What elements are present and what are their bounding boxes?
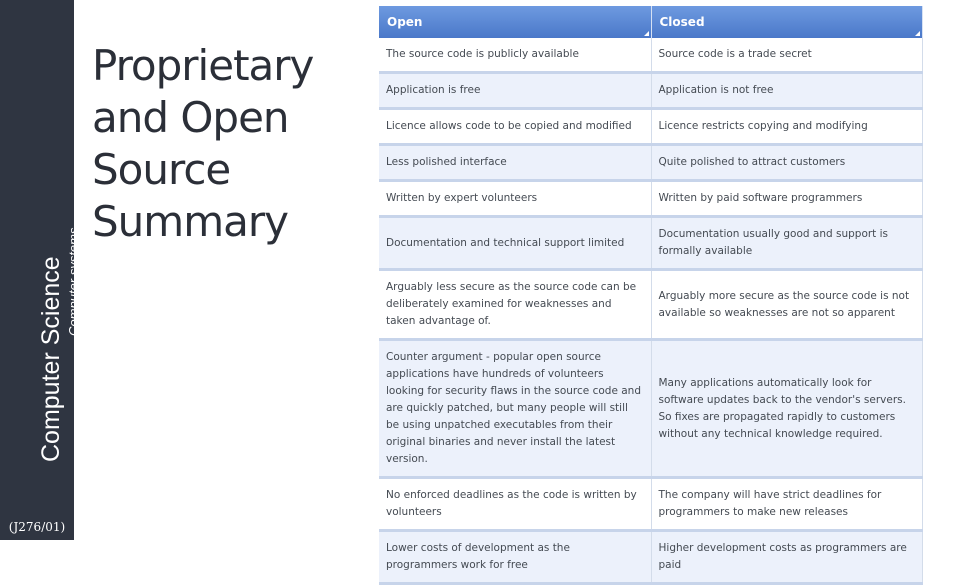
subject-label: Computer Science: [37, 256, 65, 462]
table-cell-open: Application is free: [379, 73, 651, 109]
table-header-row: [379, 6, 922, 38]
table-cell-open: Less polished interface: [379, 145, 651, 181]
table-row: [379, 38, 922, 73]
slide-title: Proprietary and Open Source Summary: [92, 41, 314, 246]
table-cell-open: Written by expert volunteers: [379, 181, 651, 217]
resize-grip-icon[interactable]: [644, 31, 649, 36]
table-cell-open: The source code is publicly available: [379, 38, 651, 73]
table-cell-closed: Source code is a trade secret: [651, 38, 922, 73]
table-cell-closed: Higher development costs as programmers are paid: [651, 531, 922, 584]
column-header-open[interactable]: [379, 6, 651, 38]
column-header-closed[interactable]: [651, 6, 922, 38]
table-cell-open: Lower costs of development as the programmers work for free: [379, 531, 651, 584]
table-row: [379, 531, 922, 584]
table-row: [379, 109, 922, 145]
spec-code-label: (J276/01): [8, 520, 66, 534]
topic-label: Computer systems: [66, 227, 81, 336]
table-cell-closed: The company will have strict deadlines for programmers to make new releases: [651, 478, 922, 531]
table-cell-closed: Licence restricts copying and modifying: [651, 109, 922, 145]
table-cell-closed: Quite polished to attract customers: [651, 145, 922, 181]
table-row: [379, 270, 922, 340]
column-header-label: Closed: [659, 15, 705, 29]
column-header-label: Open: [387, 15, 423, 29]
table-row: [379, 340, 922, 478]
table-row: [379, 478, 922, 531]
table-cell-open: Counter argument - popular open source applications have hundreds of volunteers looking for security flaws in the source code and are quickly patched, but many people will still be using unpatched executables from their original binaries and never install the latest version.: [379, 340, 651, 478]
table-cell-closed: Arguably more secure as the source code is not available so weaknesses are not so apparent: [651, 270, 922, 340]
table-cell-open: No enforced deadlines as the code is written by volunteers: [379, 478, 651, 531]
comparison-table-container: [379, 6, 922, 571]
table-row: [379, 217, 922, 270]
table-cell-open: Licence allows code to be copied and modified: [379, 109, 651, 145]
table-row: [379, 73, 922, 109]
sidebar: [0, 0, 81, 540]
table-cell-open: Documentation and technical support limited: [379, 217, 651, 270]
table-cell-closed: Documentation usually good and support is formally available: [651, 217, 922, 270]
table-cell-closed: Application is not free: [651, 73, 922, 109]
table-cell-open: Arguably less secure as the source code can be deliberately examined for weaknesses and taken advantage of.: [379, 270, 651, 340]
table-cell-closed: Many applications automatically look for software updates back to the vendor's servers. So fixes are propagated rapidly to customers without any technical knowledge required.: [651, 340, 922, 478]
resize-grip-icon[interactable]: [915, 31, 920, 36]
table-row: [379, 145, 922, 181]
table-cell-closed: Written by paid software programmers: [651, 181, 922, 217]
comparison-table: [379, 6, 923, 585]
table-row: [379, 181, 922, 217]
